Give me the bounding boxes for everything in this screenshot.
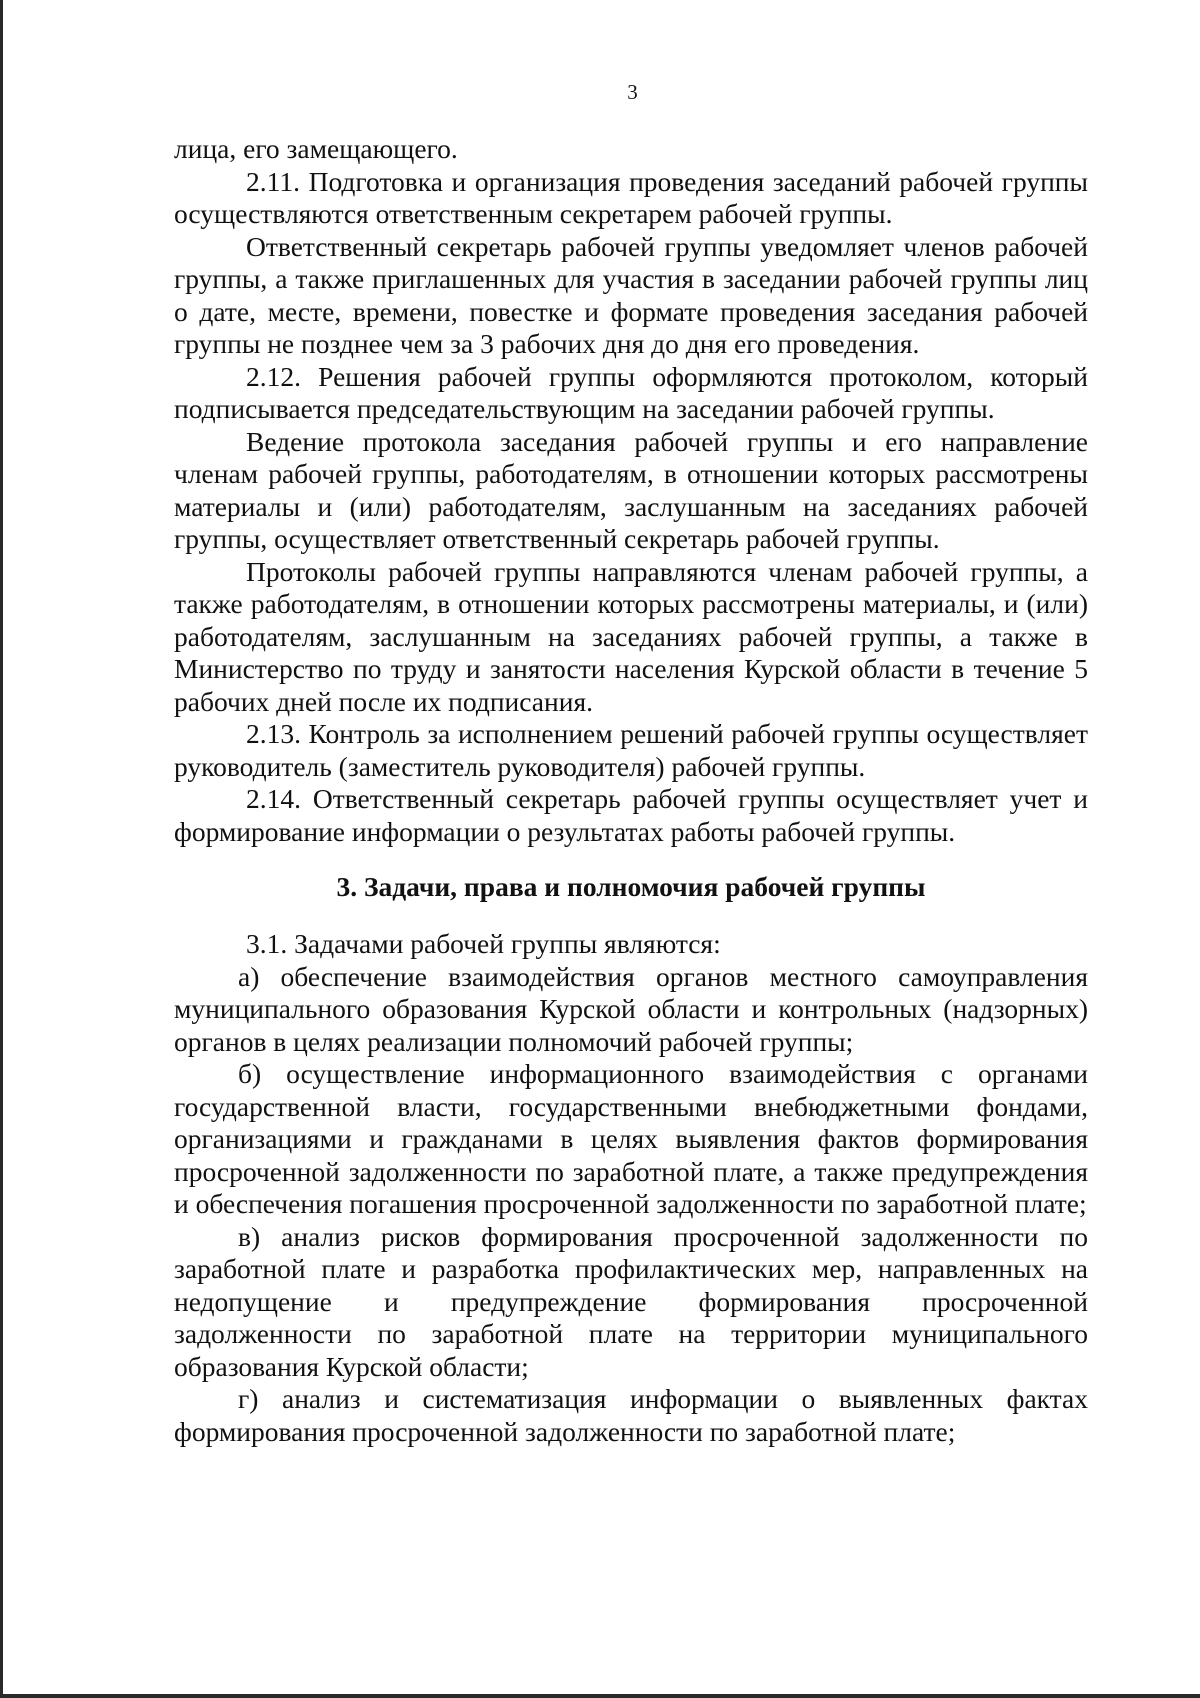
- paragraph: Ведение протокола заседания рабочей группы и его направление членам рабочей группы, работодателям, в отношении которых рассмотрены материалы и (или) работодателям, заслушанным на заседаниях рабочей группы, осуществляет ответственный секретарь рабочей группы.: [174, 425, 1088, 554]
- paragraph: Протоколы рабочей группы направляются членам рабочей группы, а также работодателям, в отношении которых рассмотрены материалы, и (или) работодателям, заслушанным на заседаниях рабочей группы, а также в Министерство по труду и занятости населения Курской области в течение 5 рабочих дней после их подписания.: [174, 555, 1088, 717]
- list-item-b: б) осуществление информационного взаимодействия с органами государственной власти, государственными внебюджетными фондами, организациями и гражданами в целях выявления фактов формирования просроченной задолженности по заработной плате, а также предупреждения и обеспечения погашения просроченной задолженности по заработной плате;: [174, 1058, 1088, 1219]
- page-number: 3: [627, 80, 638, 104]
- list-item-g: г) анализ и систематизация информации о выявленных фактах формирования просроченной задолженности по заработной плате;: [174, 1383, 1088, 1447]
- list-item-v: в) анализ рисков формирования просроченной задолженности по заработной плате и разработка профилактических мер, направленных на недопущение и предупреждение формирования просроченной задолженности по заработной плате на территории муниципального образования Курской области;: [174, 1220, 1088, 1382]
- paragraph: Ответственный секретарь рабочей группы уведомляет членов рабочей группы, а также приглашенных для участия в заседании рабочей группы лиц о дате, месте, времени, повестке и формате проведения заседания рабочей группы не позднее чем за 3 рабочих дня до дня его проведения.: [174, 230, 1088, 359]
- document-body: [174, 133, 1088, 1448]
- paragraph: лица, его замещающего.: [174, 133, 458, 164]
- paragraph-2-11: 2.11. Подготовка и организация проведения заседаний рабочей группы осуществляются ответственным секретарем рабочей группы.: [174, 165, 1088, 229]
- paragraph-2-13: 2.13. Контроль за исполнением решений рабочей группы осуществляет руководитель (заместитель руководителя) рабочей группы.: [174, 718, 1088, 782]
- section-3-body: [174, 928, 1088, 1448]
- list-item-a: а) обеспечение взаимодействия органов местного самоуправления муниципального образования Курской области и контрольных (надзорных) органов в целях реализации полномочий рабочей группы;: [174, 960, 1088, 1057]
- paragraph-2-12: 2.12. Решения рабочей группы оформляются протоколом, который подписывается председательствующим на заседании рабочей группы.: [174, 360, 1088, 424]
- paragraph-2-14: 2.14. Ответственный секретарь рабочей группы осуществляет учет и формирование информации о результатах работы рабочей группы.: [174, 783, 1088, 847]
- paragraph-3-1: 3.1. Задачами рабочей группы являются:: [246, 928, 721, 959]
- section-heading: 3. Задачи, права и полномочия рабочей группы: [336, 871, 926, 902]
